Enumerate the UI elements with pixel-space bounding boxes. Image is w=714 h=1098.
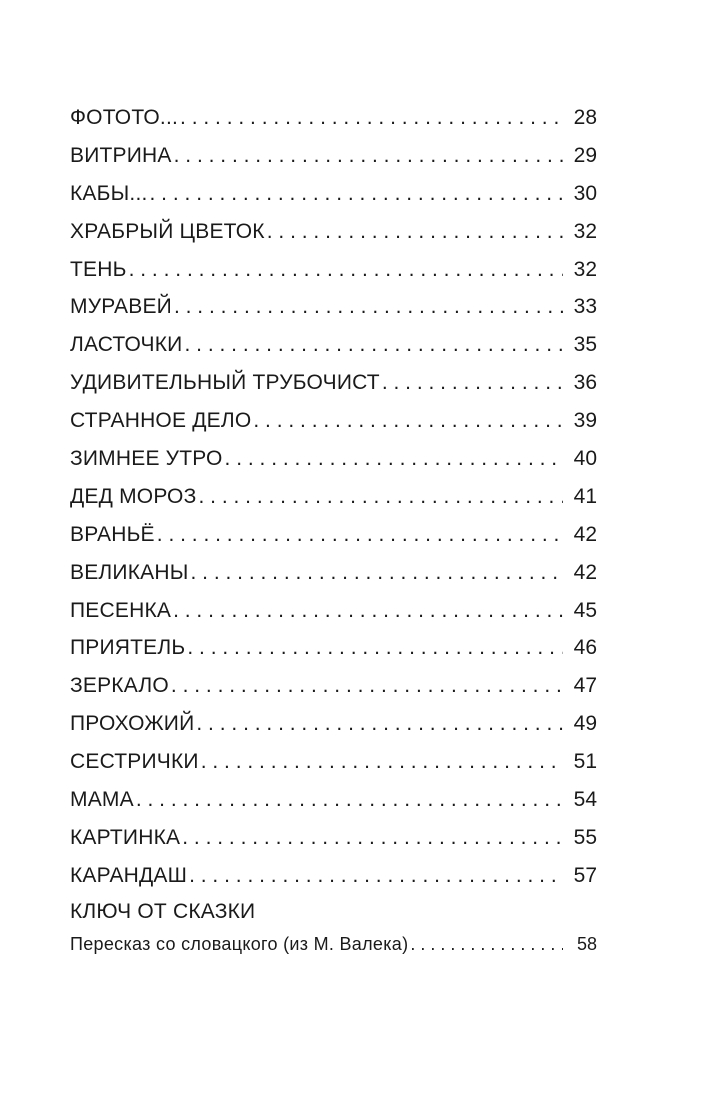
toc-entry-page: 47 (573, 674, 597, 698)
toc-entry-title: МУРАВЕЙ (70, 295, 172, 319)
toc-entry-page: 57 (573, 863, 597, 887)
dot-leader (382, 364, 563, 402)
toc-entry-page: 35 (573, 333, 597, 357)
dot-leader (189, 857, 563, 895)
toc-entry-title: ПРИЯТЕЛЬ (70, 636, 186, 660)
toc-entry-subtitle: Пересказ со словацкого (из М. Валека) (70, 933, 409, 954)
toc-entry-title: ПРОХОЖИЙ (70, 712, 195, 736)
toc-entry-title: ЛАСТОЧКИ (70, 333, 183, 357)
dot-leader (182, 819, 563, 857)
dot-leader (174, 288, 563, 326)
toc-entry (70, 326, 597, 364)
toc-entry-page: 58 (576, 933, 597, 954)
toc-entry (70, 251, 597, 289)
dot-leader (150, 175, 563, 213)
toc-entry (70, 929, 597, 959)
toc-entry-title: КАРТИНКА (70, 825, 181, 849)
toc-entry-title: СТРАННОЕ ДЕЛО (70, 409, 252, 433)
dot-leader (184, 326, 563, 364)
toc-entry-page: 28 (573, 106, 597, 129)
toc-entry (70, 667, 597, 705)
toc-entry-title: ЗЕРКАЛО (70, 674, 169, 698)
dot-leader (196, 705, 563, 743)
toc-entry-page: 39 (573, 409, 597, 433)
toc-entry-page: 51 (573, 750, 597, 774)
toc-entry (70, 781, 597, 819)
toc-entry-page: 36 (573, 371, 597, 395)
dot-leader (171, 667, 563, 705)
toc-entry-page: 32 (573, 257, 597, 281)
toc-entry-page: 42 (573, 560, 597, 584)
toc-entry-title: УДИВИТЕЛЬНЫЙ ТРУБОЧИСТ (70, 371, 380, 395)
toc-entry (70, 516, 597, 554)
toc-entry-page: 42 (573, 522, 597, 546)
toc-entry (70, 440, 597, 478)
toc-entry (70, 402, 597, 440)
toc-entry (70, 705, 597, 743)
toc-entry-page: 40 (573, 447, 597, 471)
toc-entry (70, 592, 597, 630)
toc-entries (70, 99, 597, 895)
toc-entry (70, 137, 597, 175)
toc-entry-page: 30 (573, 181, 597, 205)
toc-entry-page: 45 (573, 598, 597, 622)
toc-entry-page: 29 (573, 143, 597, 167)
toc-entry-title: МАМА (70, 788, 134, 812)
toc-entry (70, 857, 597, 895)
dot-leader (253, 402, 563, 440)
toc-entry (70, 629, 597, 667)
dot-leader (198, 478, 563, 516)
dot-leader (180, 99, 563, 137)
table-of-contents (70, 99, 597, 959)
toc-entry (70, 175, 597, 213)
dot-leader (173, 592, 563, 630)
toc-entry-title: ПЕСЕНКА (70, 598, 172, 622)
toc-entry-page: 46 (573, 636, 597, 660)
dot-leader (129, 251, 563, 289)
dot-leader (201, 743, 563, 781)
toc-entry-title: ТЕНЬ (70, 257, 127, 281)
dot-leader (174, 137, 563, 175)
dot-leader (225, 440, 563, 478)
toc-entry-title: КАБЫ... (70, 181, 148, 205)
dot-leader (190, 554, 563, 592)
toc-entry-title: ЗИМНЕЕ УТРО (70, 447, 223, 471)
toc-entry-title: ВРАНЬЁ (70, 522, 155, 546)
dot-leader (267, 213, 563, 251)
toc-entry-title: КЛЮЧ ОТ СКАЗКИ (70, 899, 256, 923)
toc-entry-page: 54 (573, 788, 597, 812)
toc-entry-title: ВЕЛИКАНЫ (70, 560, 189, 584)
toc-entry-title: ХРАБРЫЙ ЦВЕТОК (70, 219, 265, 243)
toc-entry (70, 99, 597, 137)
toc-entry (70, 478, 597, 516)
toc-entry (70, 213, 597, 251)
toc-entry-page: 41 (573, 484, 597, 508)
toc-entry (70, 743, 597, 781)
dot-leader (136, 781, 563, 819)
toc-entry (70, 819, 597, 857)
toc-entry-title: КАРАНДАШ (70, 863, 188, 887)
toc-entry-page: 55 (573, 825, 597, 849)
toc-entry-title: ДЕД МОРОЗ (70, 484, 197, 508)
toc-entry (70, 364, 597, 402)
toc-entry-page: 32 (573, 219, 597, 243)
toc-entry (70, 288, 597, 326)
dot-leader (410, 929, 563, 959)
toc-entry-page: 33 (573, 295, 597, 319)
dot-leader (157, 516, 563, 554)
dot-leader (187, 629, 563, 667)
toc-entry (70, 554, 597, 592)
toc-entry-page: 49 (573, 712, 597, 736)
toc-entry-title: ВИТРИНА (70, 143, 172, 167)
toc-entry-title: СЕСТРИЧКИ (70, 750, 199, 774)
toc-entry-title: ФОТОТО... (70, 106, 179, 129)
